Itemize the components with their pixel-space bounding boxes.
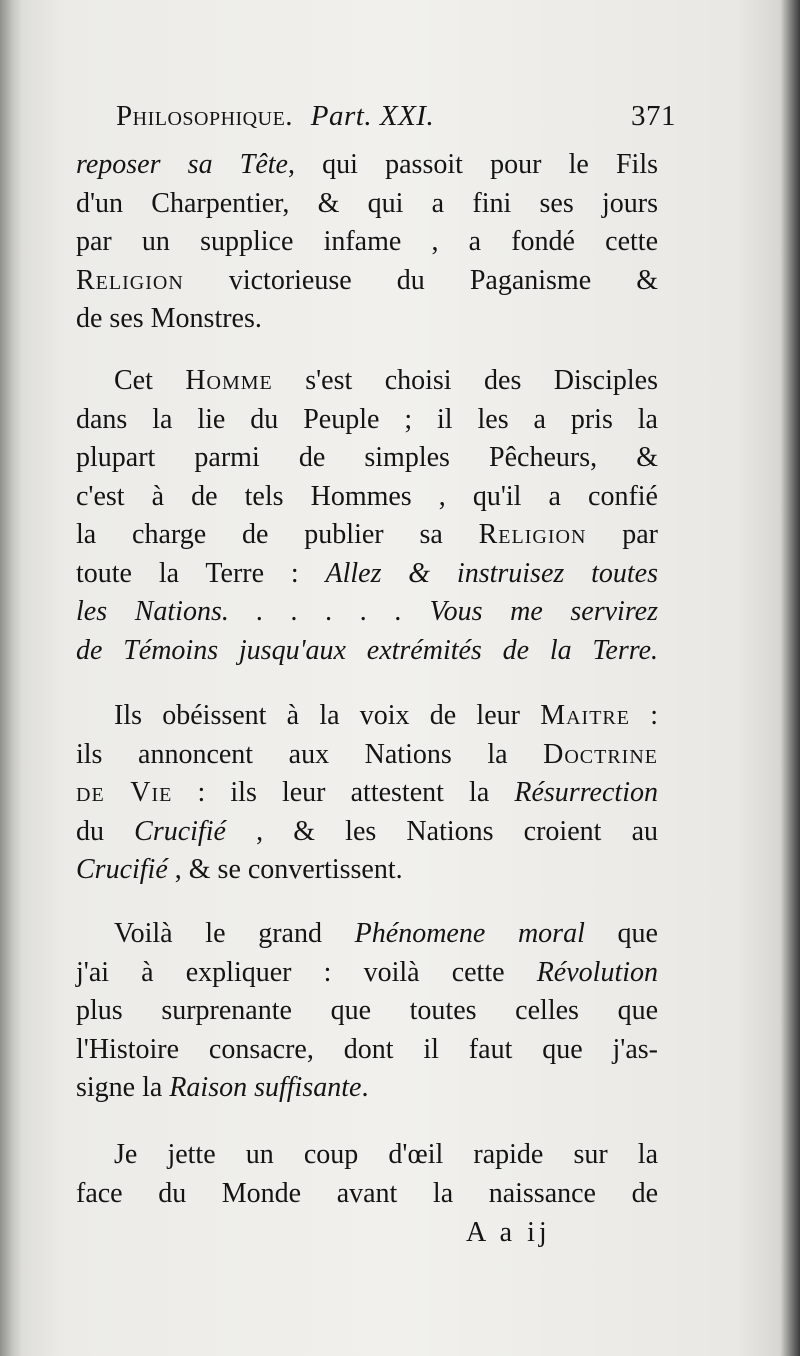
text-line: Voilà le grand Phénomene moral que (114, 918, 658, 949)
text-line: de ses Monstres. (76, 303, 262, 334)
text-line: plus surprenante que toutes celles que (76, 995, 658, 1026)
text-line: toute la Terre : Allez & instruisez toutes (76, 557, 659, 589)
running-head-title: Philosophique. (116, 100, 294, 132)
text-line: Crucifié , & se convertissent. (76, 854, 403, 885)
text-line: face du Monde avant la naissance de (76, 1177, 658, 1209)
text-line: j'ai à expliquer : voilà cette Révolution (76, 956, 658, 988)
signature-mark: A a ij (466, 1217, 551, 1248)
text-line: Ils obéissent à la voix de leur Maitre : (114, 700, 658, 731)
text-line: la charge de publier sa Religion par (76, 519, 658, 550)
page-spine-shadow (0, 0, 22, 1356)
text-line: l'Histoire consacre, dont il faut que j'as- (76, 1033, 658, 1065)
text-line: dans la lie du Peuple ; il les a pris la (76, 403, 658, 435)
paragraph-3 (76, 697, 658, 890)
running-head-part: Part. XXI. (310, 100, 435, 132)
text-line: c'est à de tels Hommes , qu'il a confié (76, 480, 658, 512)
paragraph-2 (76, 362, 658, 670)
text-line: de Vie : ils leur attestent la Résurrection (76, 777, 658, 808)
text-line: par un supplice infame , a fondé cette (76, 226, 658, 257)
text-line: Religion victorieuse du Paganisme & (76, 264, 658, 296)
paragraph-4 (76, 915, 658, 1108)
paragraph-5 (76, 1136, 658, 1213)
text-line: d'un Charpentier, & qui a fini ses jours (76, 187, 658, 219)
text-line: de Témoins jusqu'aux extrémités de la Terre. (76, 634, 658, 666)
running-head (116, 100, 676, 144)
text-line: Je jette un coup d'œil rapide sur la (114, 1139, 658, 1170)
text-line: signe la Raison suffisante. (76, 1072, 369, 1103)
paragraph-1 (76, 146, 658, 339)
text-line: Cet Homme s'est choisi des Disciples (114, 365, 658, 396)
text-line: les Nations. . . . . . Vous me servirez (76, 596, 658, 627)
text-line: du Crucifié , & les Nations croient au (76, 815, 658, 847)
page-edge-shadow (780, 0, 800, 1356)
text-line: ils annoncent aux Nations la Doctrine (76, 738, 658, 770)
page-number: 371 (631, 100, 676, 132)
text-line: plupart parmi de simples Pêcheurs, & (76, 442, 658, 473)
text-line: reposer sa Tête, qui passoit pour le Fils (76, 149, 659, 180)
